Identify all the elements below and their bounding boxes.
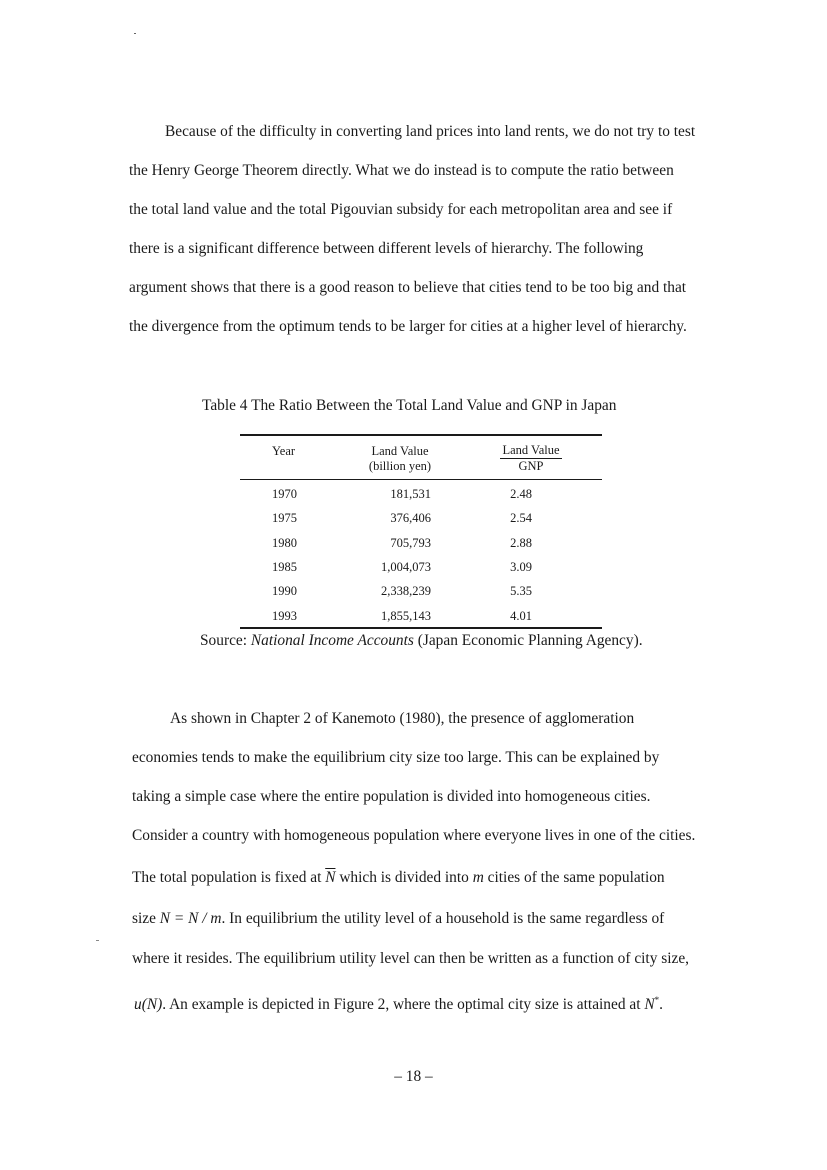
table-cell-ratio: 2.54 (510, 511, 532, 525)
table-cell-year: 1985 (272, 560, 297, 574)
table-cell-year: 1980 (272, 536, 297, 550)
table-cell-ratio: 5.35 (510, 584, 532, 598)
table-cell-land-value: 376,406 (390, 511, 431, 525)
paragraph-line: the total land value and the total Pigouvian subsidy for each metropolitan area and see if (129, 201, 673, 218)
text-run: which is divided into (335, 869, 473, 886)
paragraph-line: where it resides. The equilibrium utility level can then be written as a function of city size, (132, 950, 690, 967)
text-run: cities of the same population (483, 869, 665, 886)
scan-speck (96, 940, 99, 941)
header-land-value: Land Value (371, 444, 429, 458)
paragraph-line-math (132, 910, 664, 928)
source-title: National Income Accounts (250, 632, 414, 649)
table-bottom-rule (240, 627, 602, 629)
source-prefix: Source: (200, 632, 251, 649)
paragraph-line: economies tends to make the equilibrium city size too large. This can be explained by (132, 749, 660, 766)
table-cell-year: 1990 (272, 584, 297, 598)
text-run: . (659, 996, 663, 1014)
table-caption: Table 4 The Ratio Between the Total Land Value and GNP in Japan (202, 397, 617, 414)
paragraph-line: taking a simple case where the entire population is divided into homogeneous cities. (132, 788, 651, 805)
paragraph-line: the Henry George Theorem directly. What we do instead is to compute the ratio between (129, 162, 674, 179)
text-run: . An example is depicted in Figure 2, where the optimal city size is attained at (162, 996, 645, 1014)
text-run: size (132, 910, 160, 927)
table-cell-ratio: 2.48 (510, 487, 532, 501)
math-n-bar: $\overline{N}$ (325, 869, 336, 886)
text-run: The total population is fixed at (132, 869, 326, 886)
paragraph-line: there is a significant difference between different levels of hierarchy. The following (129, 240, 644, 257)
math-star-superscript: * (654, 995, 660, 1005)
math-m: m (472, 869, 484, 886)
table-top-rule (240, 434, 602, 436)
text-run: . In equilibrium the utility level of a household is the same regardless of (221, 910, 665, 927)
page-number: – 18 – (394, 1068, 433, 1085)
paragraph-line: As shown in Chapter 2 of Kanemoto (1980), the presence of agglomeration (170, 710, 635, 727)
table-cell-ratio: 2.88 (510, 536, 532, 550)
paragraph-line: the divergence from the optimum tends to be larger for cities at a higher level of hierarchy. (129, 318, 687, 335)
table-cell-land-value: 181,531 (390, 487, 431, 501)
table-header-rule (240, 479, 602, 480)
math-utility-function: u(N) (134, 996, 163, 1014)
paragraph-line: argument shows that there is a good reason to believe that cities tend to be too big and that (129, 279, 687, 296)
paragraph-line-math (132, 869, 665, 887)
table-cell-year: 1993 (272, 609, 297, 623)
table-cell-land-value: 2,338,239 (381, 584, 431, 598)
table-cell-ratio: 4.01 (510, 609, 532, 623)
header-year: Year (272, 444, 296, 458)
scan-speck (134, 33, 136, 34)
paragraph-line: Because of the difficulty in converting land prices into land rents, we do not try to test (165, 123, 696, 140)
math-n-star: N (644, 996, 655, 1014)
source-suffix: (Japan Economic Planning Agency). (413, 632, 643, 649)
table-cell-land-value: 705,793 (390, 536, 431, 550)
paragraph-line: Consider a country with homogeneous population where everyone lives in one of the cities. (132, 827, 696, 844)
paragraph-line-math (134, 991, 663, 1014)
table-cell-land-value: 1,855,143 (381, 609, 431, 623)
table-source (200, 632, 643, 650)
header-ratio-numerator: Land Value (502, 443, 560, 457)
header-land-value-unit: (billion yen) (368, 459, 432, 473)
table-cell-land-value: 1,004,073 (381, 560, 431, 574)
math-city-size-equation: N = N / m (159, 910, 222, 927)
table-cell-year: 1975 (272, 511, 297, 525)
header-ratio-denominator: GNP (518, 459, 544, 473)
table-cell-ratio: 3.09 (510, 560, 532, 574)
table-cell-year: 1970 (272, 487, 297, 501)
